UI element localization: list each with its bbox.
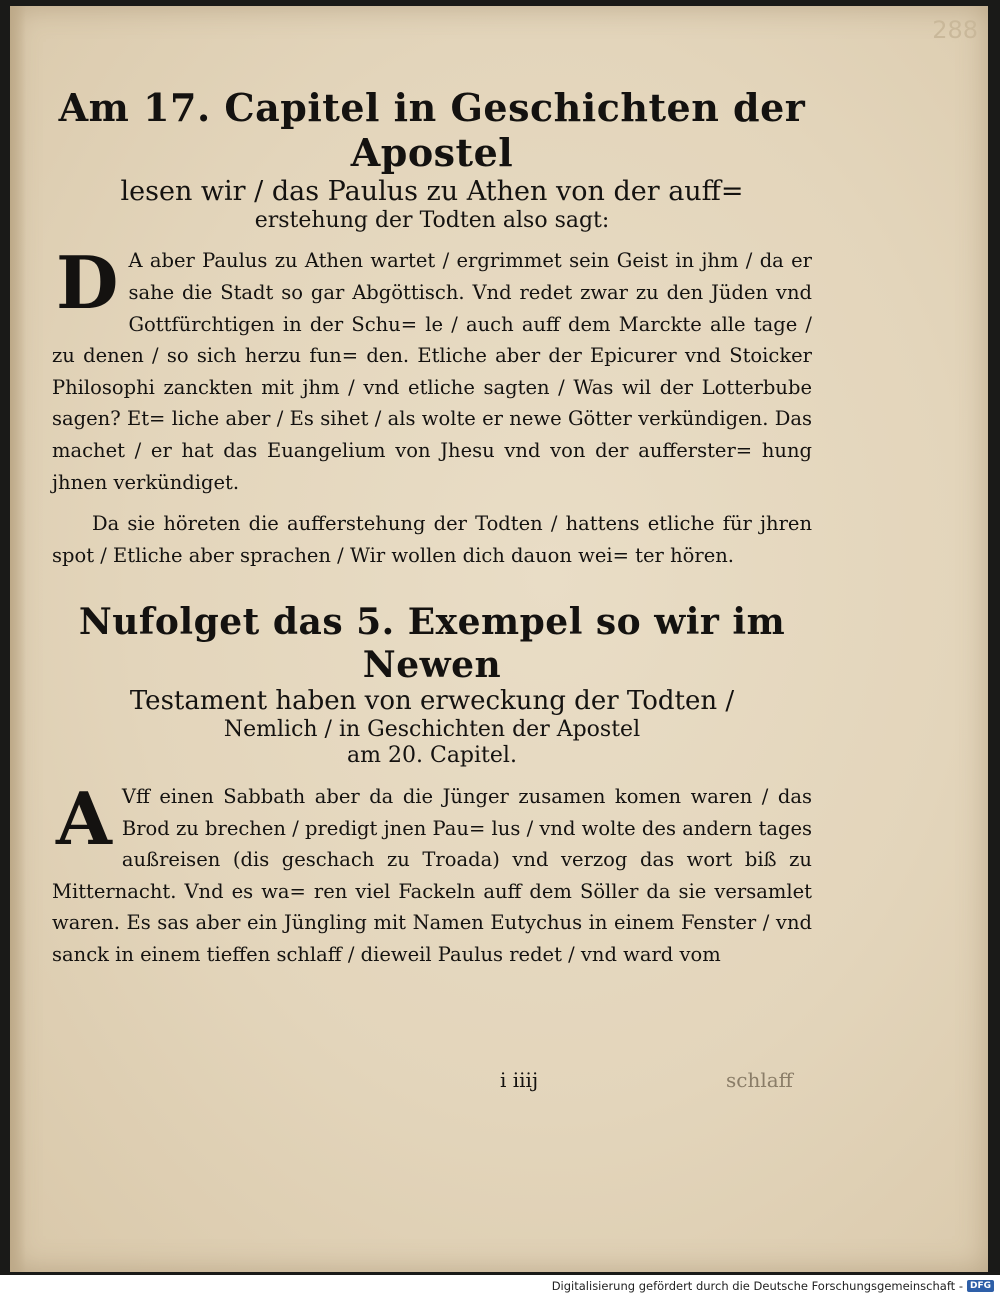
heading-1-line-2: lesen wir / das Paulus zu Athen von der auff=: [120, 175, 744, 207]
heading-2-line-1: Nufolget das 5. Exempel so wir im Newen: [78, 601, 786, 686]
digitization-credit: [552, 1279, 994, 1293]
heading-1-line-1: Am 17. Capitel in Geschichten der Apostel: [58, 85, 806, 175]
signature-mark: i iiij: [500, 1068, 539, 1092]
heading-2-line-4: am 20. Capitel.: [347, 742, 517, 768]
paragraph-1: [52, 240, 812, 498]
chapter-heading-2: [52, 601, 812, 769]
heading-2-line-3: Nemlich / in Geschichten der Apostel: [223, 717, 641, 743]
chapter-heading-1: [52, 86, 812, 233]
page-gutter-shadow: [10, 6, 26, 1272]
dfg-logo: DFG: [967, 1280, 994, 1292]
paragraph-3-text: Vff einen Sabbath aber da die Jünger zusamen komen waren / das Brod zu brechen / predigt jnen Pau= lus / vnd wolte des andern tages außreisen (dis geschach zu Troada) vnd verzog das wort biß zu Mitternacht. Vnd es wa= ren viel Fackeln auff dem Söller da sie versamlet waren. Es sas aber ein Jüngling mit Namen Eutychus in einem Fenster / vnd sanck in einem tieffen schlaff / dieweil Paulus redet / vnd ward vom: [52, 784, 812, 966]
paragraph-3: [52, 775, 812, 971]
page-text-block: [52, 86, 812, 970]
paragraph-1-text: A aber Paulus zu Athen wartet / ergrimmet sein Geist in jhm / da er sahe die Stadt so gar Abgöttisch. Vnd redet zwar zu den Jüden vnd Gottfürchtigen in der Schu= le / auch auff dem Marckte alle tage / zu denen / so sich herzu fun= den. Etliche aber der Epicurer vnd Stoicker Philosophi zanckten mit jhm / vnd etliche sagten / Was wil der Lotterbube sagen? Et= liche aber / Es sihet / als wolte er newe Götter verkündigen. Das machet / er hat das Euangelium von Jhesu vnd von der aufferster= hung jhnen verkündiget.: [52, 249, 812, 494]
heading-2-line-2: Testament haben von erweckung der Todten /: [129, 686, 735, 717]
dropcap-a: A: [56, 775, 112, 861]
book-page: [10, 6, 988, 1272]
heading-1-line-3: erstehung der Todten also sagt:: [254, 207, 610, 233]
dropcap-d: D: [56, 240, 119, 326]
catchword: schlaff: [726, 1068, 793, 1092]
folio-number: 288: [932, 16, 978, 44]
credit-text: Digitalisierung gefördert durch die Deutsche Forschungsgemeinschaft -: [551, 1279, 963, 1293]
paragraph-2: Da sie höreten die aufferstehung der Todten / hattens etliche für jhren spot / Etliche aber sprachen / Wir wollen dich dauon wei= ter hören.: [52, 512, 812, 567]
